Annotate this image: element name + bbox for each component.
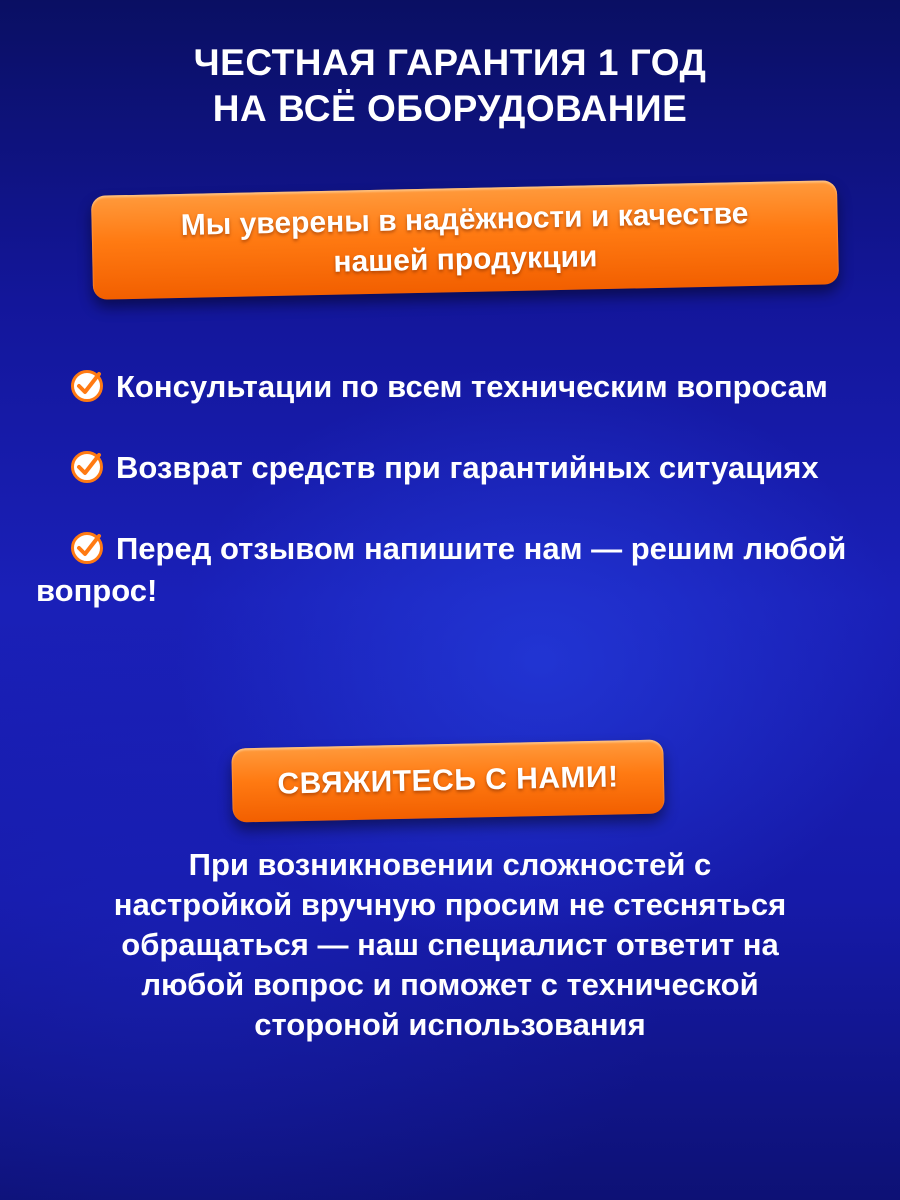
feature-text: Возврат средств при гарантийных ситуациях [116, 450, 819, 485]
feature-item-refund [36, 447, 866, 489]
footer-line-3: обращаться — наш специалист ответит на [121, 927, 779, 962]
footer-line-5: стороной использования [254, 1007, 646, 1042]
feature-item-contact-before-review [36, 528, 866, 612]
footer-line-4: любой вопрос и поможет с технической [141, 967, 759, 1002]
support-description [30, 845, 870, 1045]
check-circle-icon [70, 369, 104, 403]
footer-line-1: При возникновении сложностей с [188, 847, 712, 882]
page-title [0, 40, 900, 132]
title-line-2: НА ВСЁ ОБОРУДОВАНИЕ [212, 88, 688, 129]
quality-banner [91, 180, 839, 300]
contact-us-button[interactable] [231, 739, 664, 822]
features-list [36, 366, 866, 651]
feature-text: Перед отзывом напишите нам — решим любой вопрос! [36, 531, 847, 608]
footer-line-2: настройкой вручную просим не стесняться [113, 887, 787, 922]
feature-text: Консультации по всем техническим вопросам [116, 369, 828, 404]
feature-item-consultations [36, 366, 866, 408]
banner-line-2: нашей продукции [333, 240, 598, 279]
title-line-1: ЧЕСТНАЯ ГАРАНТИЯ 1 ГОД [193, 42, 707, 83]
contact-us-label: СВЯЖИТЕСЬ С НАМИ! [277, 760, 619, 801]
banner-line-1: Мы уверены в надёжности и качестве [180, 197, 749, 242]
check-circle-icon [70, 450, 104, 484]
check-circle-icon [70, 531, 104, 565]
